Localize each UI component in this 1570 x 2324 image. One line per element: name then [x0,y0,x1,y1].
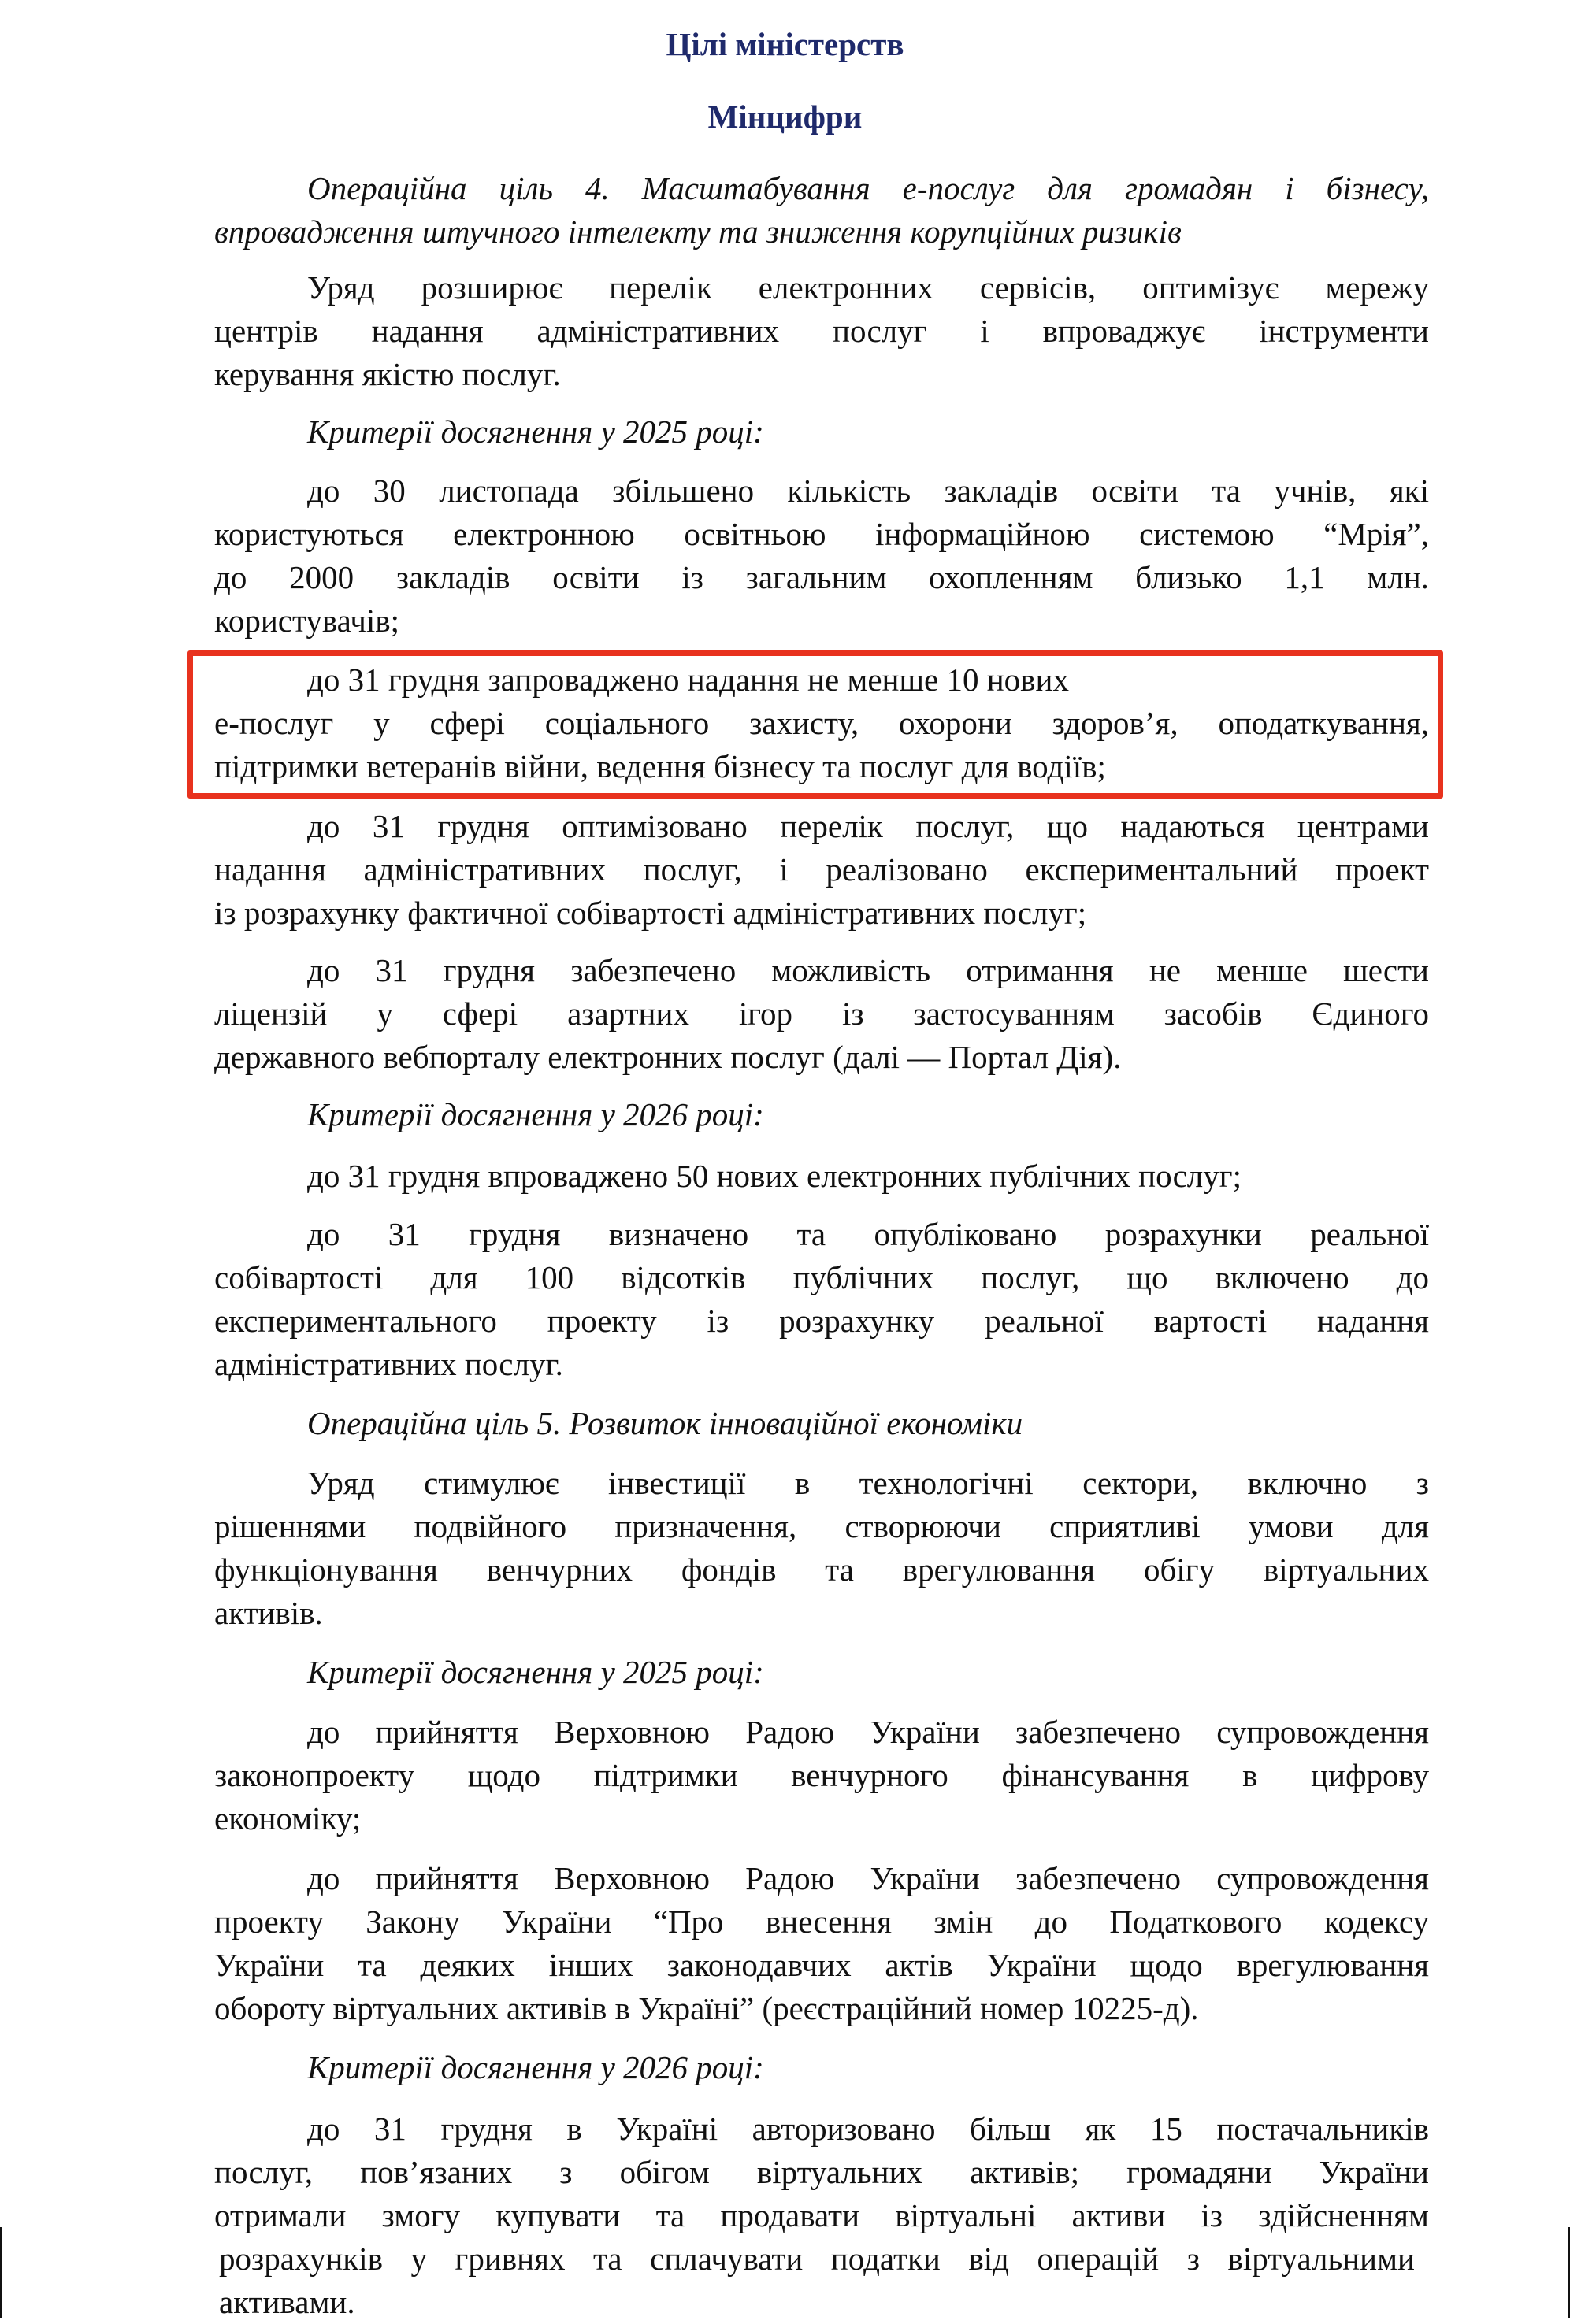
goal5-intro-line: рішеннями подвійного призначення, створюючи сприятливі умови для [214,1508,1429,1544]
goal4-criteria-2025-item [214,469,1429,643]
criteria-line: користувачів; [214,602,399,639]
criteria-line: до прийняття Верховною Радою України забезпечено супровождення [307,1860,1429,1896]
criteria-line: до 31 грудня забезпечено можливість отримання не менше шести [307,952,1429,988]
criteria-line: до 2000 закладів освіти із загальним охопленням близько 1,1 млн. [214,559,1429,595]
criteria-label: Критерії досягнення у 2026 році: [307,1096,764,1132]
goal4-criteria-2025-label [214,410,1429,454]
criteria-line: послуг, пов’язаних з обігом віртуальних активів; громадяни України [214,2154,1429,2190]
goal4-criteria-2026-label [214,1093,1429,1136]
goal4-intro-line: Уряд розширює перелік електронних сервісів, оптимізує мережу [307,269,1429,306]
criteria-line: обороту віртуальних активів в Україні” (реєстраційний номер 10225-д). [214,1990,1199,2026]
criteria-label: Критерії досягнення у 2025 році: [307,1654,764,1690]
goal4-criteria-2025-item [214,949,1429,1079]
criteria-line: собівартості для 100 відсотків публічних послуг, що включено до [214,1259,1429,1295]
criteria-line: до 31 грудня визначено та опубліковано розрахунки реальної [307,1216,1429,1252]
criteria-line: до 31 грудня впроваджено 50 нових електронних публічних послуг; [307,1158,1242,1194]
highlight-box [187,650,1443,799]
goal5-intro-line: Уряд стимулює інвестиції в технологічні сектори, включно з [307,1465,1429,1501]
goal4-criteria-2025-item [214,805,1429,935]
goal5-criteria-2026-item [214,2107,1429,2324]
criteria-line: до прийняття Верховною Радою України забезпечено супровождення [307,1714,1429,1750]
criteria-line: е-послуг у сфері соціального захисту, охорони здоров’я, оподаткування, [214,705,1429,741]
criteria-line: надання адміністративних послуг, і реалізовано експериментальний проект [214,851,1429,888]
goal4-heading-line: Операційна ціль 4. Масштабування е-послуг для громадян і бізнесу, [307,170,1429,206]
goal5-intro-line: функціонування венчурних фондів та врегулювання обігу віртуальних [214,1551,1429,1588]
goal4-intro-line: центрів надання адміністративних послуг і впроваджує інструменти [214,313,1429,349]
criteria-line: розрахунків у гривнях та сплачувати податки від операцій з віртуальними [219,2241,1415,2277]
criteria-line: державного вебпорталу електронних послуг (далі — Портал Дія). [214,1039,1122,1075]
goal4-criteria-2026-item [214,1213,1429,1386]
goal5-criteria-2026-label [214,2046,1429,2089]
criteria-line: адміністративних послуг. [214,1346,563,1382]
page-edge-mark [0,2227,2,2318]
criteria-line: отримали змогу купувати та продавати віртуальні активи із здійсненням [214,2197,1429,2233]
goal5-heading [214,1402,1429,1445]
criteria-line: до 30 листопада збільшено кількість закладів освіти та учнів, які [307,473,1429,509]
goal5-criteria-2025-label [214,1651,1429,1694]
criteria-line: активами. [219,2284,355,2320]
goal5-heading-line: Операційна ціль 5. Розвиток інноваційної економіки [307,1405,1023,1441]
goal4-heading-line: впровадження штучного інтелекту та зниження корупційних ризиків [214,213,1182,250]
goal5-intro [214,1462,1429,1635]
criteria-line: із розрахунку фактичної собівартості адміністративних послуг; [214,895,1087,931]
criteria-line: до 31 грудня в Україні авторизовано більш як 15 постачальників [307,2111,1429,2147]
goal4-intro-line: керування якістю послуг. [214,356,561,392]
criteria-line: експериментального проекту із розрахунку реальної вартості надання [214,1303,1429,1339]
criteria-line: України та деяких інших законодавчих актів України щодо врегулювання [214,1947,1429,1983]
goal4-intro [214,266,1429,396]
criteria-label: Критерії досягнення у 2026 році: [307,2049,764,2085]
criteria-line: проекту Закону України “Про внесення змін до Податкового кодексу [214,1903,1429,1940]
goal5-criteria-2025-item [214,1711,1429,1840]
criteria-label: Критерії досягнення у 2025 році: [307,413,764,450]
criteria-line: користуються електронною освітньою інформаційною системою “Мрія”, [214,516,1429,552]
page-title: Цілі міністерств [666,26,904,62]
goal5-criteria-2025-item [214,1857,1429,2030]
ministry-title: Мінцифри [707,98,863,135]
criteria-line: ліцензій у сфері азартних ігор із застосуванням засобів Єдиного [214,995,1429,1032]
goal4-criteria-2026-item [214,1155,1429,1198]
goal5-intro-line: активів. [214,1595,323,1631]
criteria-line: підтримки ветеранів війни, ведення бізнесу та послуг для водіїв; [214,748,1106,784]
criteria-line: до 31 грудня оптимізовано перелік послуг, що надаються центрами [307,808,1429,844]
criteria-line: законопроекту щодо підтримки венчурного фінансування в цифрову [214,1757,1429,1793]
goal4-heading [214,167,1429,254]
criteria-line: до 31 грудня запроваджено надання не менше 10 нових [307,662,1069,698]
criteria-line: економіку; [214,1800,362,1837]
